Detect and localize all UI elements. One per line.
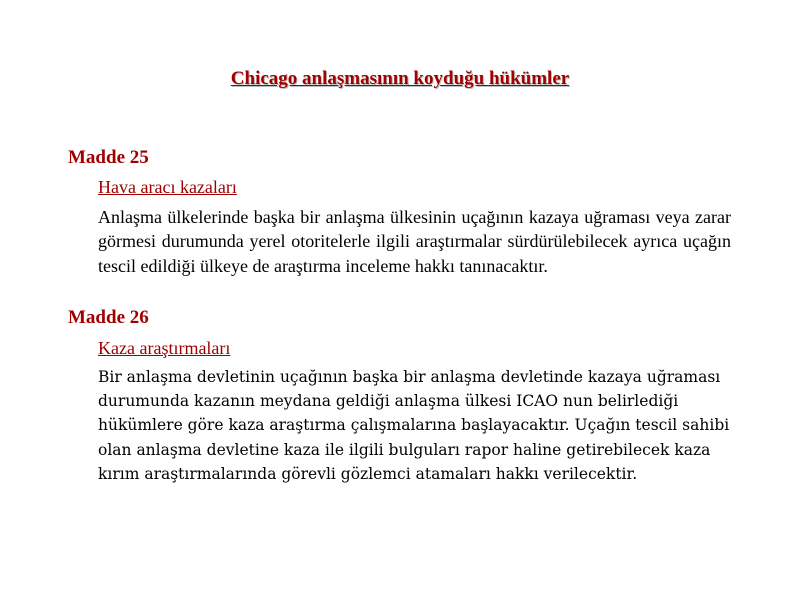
article-subheading-accident-investigations: Kaza araştırmaları [98,338,231,358]
article-heading-25: Madde 25 [68,147,149,168]
slide-title: Chicago anlaşmasının koyduğu hükümler [230,68,570,89]
article-subheading-aircraft-accidents: Hava aracı kazaları [98,177,237,197]
article-heading-26: Madde 26 [68,307,149,328]
article-25-text: Anlaşma ülkelerinde başka bir anlaşma ülkesinin uçağının kazaya uğraması veya zarar görmesi durumunda yerel otoritelerle ilgili araştırmalar sürdürülebilecek ayrıca uçağın tescil edildiği ülkeye de araştırma inceleme hakkı tanınacaktır. [98,207,731,276]
article-26-text: Bir anlaşma devletinin uçağının başka bir anlaşma devletinde kazaya uğraması durumunda kazanın meydana geldiği anlaşma ülkesi ICAO nun belirlediği hükümlere göre kaza araştırma çalışmalarına başlayacaktır. Uçağın tescil sahibi olan anlaşma devletine kaza ile ilgili bulguları rapor haline getirebilecek kaza kırım araştırmalarında görevli gözlemci atamaları hakkı verilecektir. [98,368,730,483]
